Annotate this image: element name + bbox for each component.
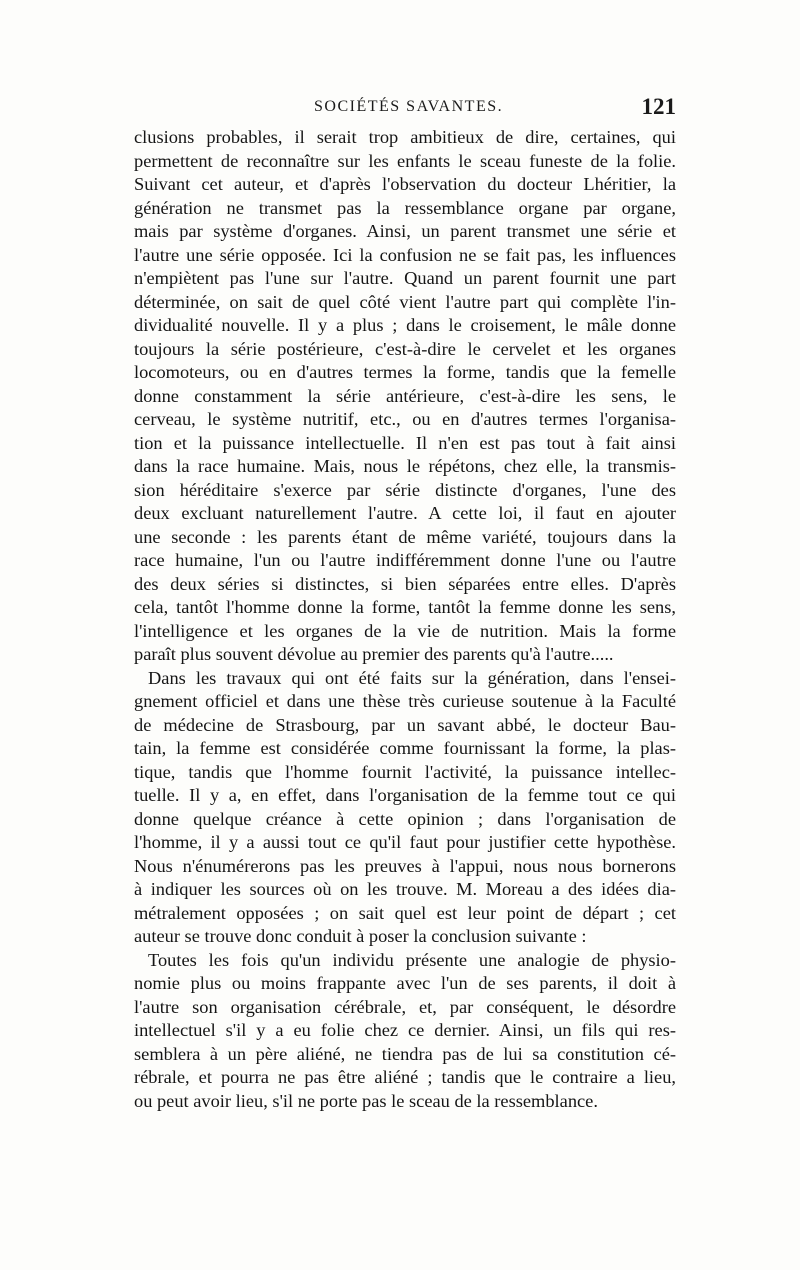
text-line: l'autre une série opposée. Ici la confusion ne se fait pas, les influences	[134, 244, 676, 265]
text-line: cerveau, le système nutritif, etc., ou en d'autres termes l'organisa-	[134, 409, 676, 429]
text-line: tique, tandis que l'homme fournit l'activité, la puissance intellec-	[134, 761, 676, 782]
text-line: auteur se trouve donc conduit à poser la conclusion suivante :	[134, 926, 587, 946]
text-line: mais par système d'organes. Ainsi, un parent transmet une série et	[134, 221, 676, 241]
text-line: nomie plus ou moins frappante avec l'un de ses parents, il doit à	[134, 973, 676, 993]
text-line: l'intelligence et les organes de la vie de nutrition. Mais la forme	[134, 620, 676, 641]
text-line: Suivant cet auteur, et d'après l'observation du docteur Lhéritier, la	[134, 174, 676, 194]
text-line: paraît plus souvent dévolue au premier des parents qu'à l'autre.....	[134, 644, 614, 664]
text-line: donne constamment la série antérieure, c'est-à-dire les sens, le	[134, 385, 676, 406]
text-line: gnement officiel et dans une thèse très curieuse soutenue à la Faculté	[134, 691, 676, 711]
text-line: déterminée, on sait de quel côté vient l'autre part qui complète l'in-	[134, 291, 676, 312]
text-line: Nous n'énumérerons pas les preuves à l'appui, nous nous bornerons	[134, 855, 676, 876]
text-line: dans la race humaine. Mais, nous le répétons, chez elle, la transmis-	[134, 456, 676, 476]
text-line: l'homme, il y a aussi tout ce qu'il faut pour justifier cette hypothèse.	[134, 832, 676, 852]
text-line: ou peut avoir lieu, s'il ne porte pas le sceau de la ressemblance.	[134, 1090, 598, 1111]
text-line: locomoteurs, ou en d'autres termes la forme, tandis que la femelle	[134, 362, 676, 382]
text-line: rébrale, et pourra ne pas être aliéné ; tandis que le contraire a lieu,	[134, 1067, 676, 1087]
text-line: l'autre son organisation cérébrale, et, par conséquent, le désordre	[134, 996, 676, 1017]
text-line: permettent de reconnaître sur les enfants le sceau funeste de la folie.	[134, 150, 676, 171]
text-line: métralement opposées ; on sait quel est leur point de départ ; cet	[134, 902, 676, 923]
text-line: n'empiètent pas l'une sur l'autre. Quand un parent fournit une part	[134, 268, 676, 288]
text-line: cela, tantôt l'homme donne la forme, tantôt la femme donne les sens,	[134, 597, 676, 617]
text-line: race humaine, l'un ou l'autre indifféremment donne l'une ou l'autre	[134, 550, 676, 570]
text-line: Toutes les fois qu'un individu présente une analogie de physio-	[148, 949, 676, 970]
text-line: tuelle. Il y a, en effet, dans l'organisation de la femme tout ce qui	[134, 785, 676, 805]
text-line: des deux séries si distinctes, si bien séparées entre elles. D'après	[134, 573, 676, 594]
text-line: une seconde : les parents étant de même variété, toujours dans la	[134, 526, 676, 547]
body-text	[134, 126, 676, 1113]
page-number: 121	[641, 94, 676, 119]
page-header	[134, 94, 676, 124]
text-line: deux excluant naturellement l'autre. A cette loi, il faut en ajouter	[134, 503, 676, 523]
text-line: donne quelque créance à cette opinion ; dans l'organisation de	[134, 808, 676, 829]
text-line: de médecine de Strasbourg, par un savant abbé, le docteur Bau-	[134, 714, 676, 735]
text-line: à indiquer les sources où on les trouve. M. Moreau a des idées dia-	[134, 879, 676, 899]
text-line: sion héréditaire s'exerce par série distincte d'organes, l'une des	[134, 479, 676, 500]
text-line: dividualité nouvelle. Il y a plus ; dans le croisement, le mâle donne	[134, 315, 676, 335]
text-line: tain, la femme est considérée comme fournissant la forme, la plas-	[134, 738, 676, 758]
text-line: clusions probables, il serait trop ambitieux de dire, certaines, qui	[134, 127, 676, 147]
text-line: Dans les travaux qui ont été faits sur la génération, dans l'ensei-	[148, 667, 676, 688]
text-line: semblera à un père aliéné, ne tiendra pas de lui sa constitution cé-	[134, 1043, 676, 1064]
text-line: intellectuel s'il y a eu folie chez ce dernier. Ainsi, un fils qui res-	[134, 1020, 676, 1040]
text-line: tion et la puissance intellectuelle. Il n'en est pas tout à fait ainsi	[134, 432, 676, 453]
text-line: génération ne transmet pas la ressemblance organe par organe,	[134, 197, 676, 218]
running-title: SOCIÉTÉS SAVANTES.	[314, 98, 504, 115]
text-line: toujours la série postérieure, c'est-à-dire le cervelet et les organes	[134, 338, 676, 359]
